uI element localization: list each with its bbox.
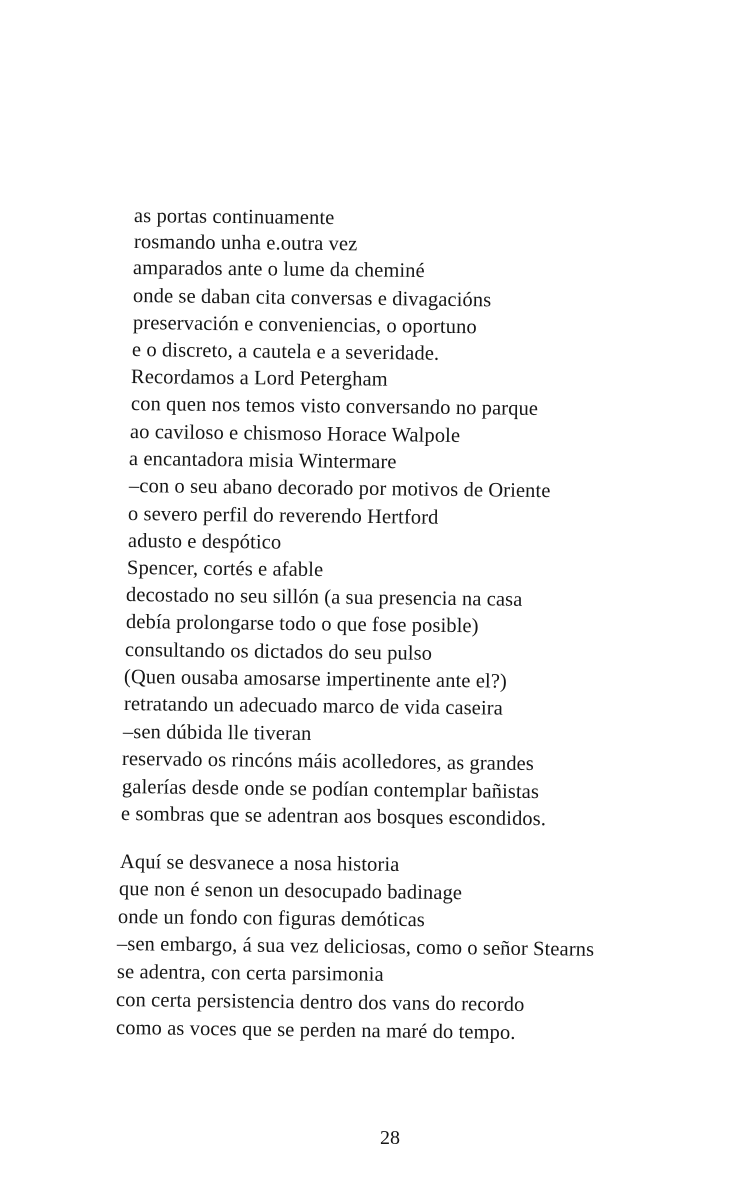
poem-line: Aquí se desvanece a nosa historia <box>119 851 400 876</box>
poem-line: decostado no seu sillón (a sua presencia na casa <box>125 584 523 611</box>
poem-line: e o discreto, a cautela e a severidade. <box>131 339 440 365</box>
poem-line: a encantadora misia Wintermare <box>128 448 397 474</box>
poem-line: que non é senon un desocupado badinage <box>118 878 463 905</box>
poem-line: como as voces que se perden na maré do tempo. <box>115 1017 516 1044</box>
poem-line: –sen dúbida lle tiveran <box>122 721 312 745</box>
poem-line: –con o seu abano decorado por motivos de Oriente <box>128 475 551 503</box>
poem-line: Recordamos a Lord Petergham <box>130 366 388 391</box>
poem-line: (Quen ousaba amosarse impertinente ante el?) <box>123 666 508 693</box>
poem-line: consultando os dictados do seu pulso <box>124 639 433 665</box>
poem-line: preservación e conveniencias, o oportuno <box>132 312 477 339</box>
poem-line: reservado os rincóns máis acolledores, as grandes <box>121 748 535 776</box>
poem-line: Spencer, cortés e afable <box>126 557 324 582</box>
poem-line: onde se daban cita conversas e divagacións <box>132 285 492 312</box>
poem-line: onde un fondo con figuras demóticas <box>117 906 426 932</box>
poem-line: e sombras que se adentran aos bosques escondidos. <box>120 803 547 831</box>
poem-line: o severo perfil do reverendo Hertford <box>127 503 439 529</box>
poem-line: amparados ante o lume da cheminé <box>132 257 425 283</box>
poem-line: se adentra, con certa parsimonia <box>116 961 384 986</box>
poem-line: debía prolongarse todo o que fose posible) <box>125 611 479 638</box>
poem-line: as portas continuamente <box>133 205 335 230</box>
poem-line: rosmando unha e.outra vez <box>133 231 358 256</box>
poem-line: con quen nos temos visto conversando no parque <box>130 393 539 420</box>
poem-line: adusto e despótico <box>127 530 282 554</box>
page-number: 28 <box>380 1127 400 1149</box>
poem-line: retratando un adecuado marco de vida caseira <box>123 693 504 720</box>
poem-line: –sen embargo, á sua vez deliciosas, como o señor Stearns <box>116 933 595 961</box>
poem-line: ao caviloso e chismoso Horace Walpole <box>129 421 461 448</box>
poem-line: galerías desde onde se podían contemplar bañistas <box>121 776 540 804</box>
poem-line: con certa persistencia dentro dos vans do recordo <box>115 989 525 1016</box>
